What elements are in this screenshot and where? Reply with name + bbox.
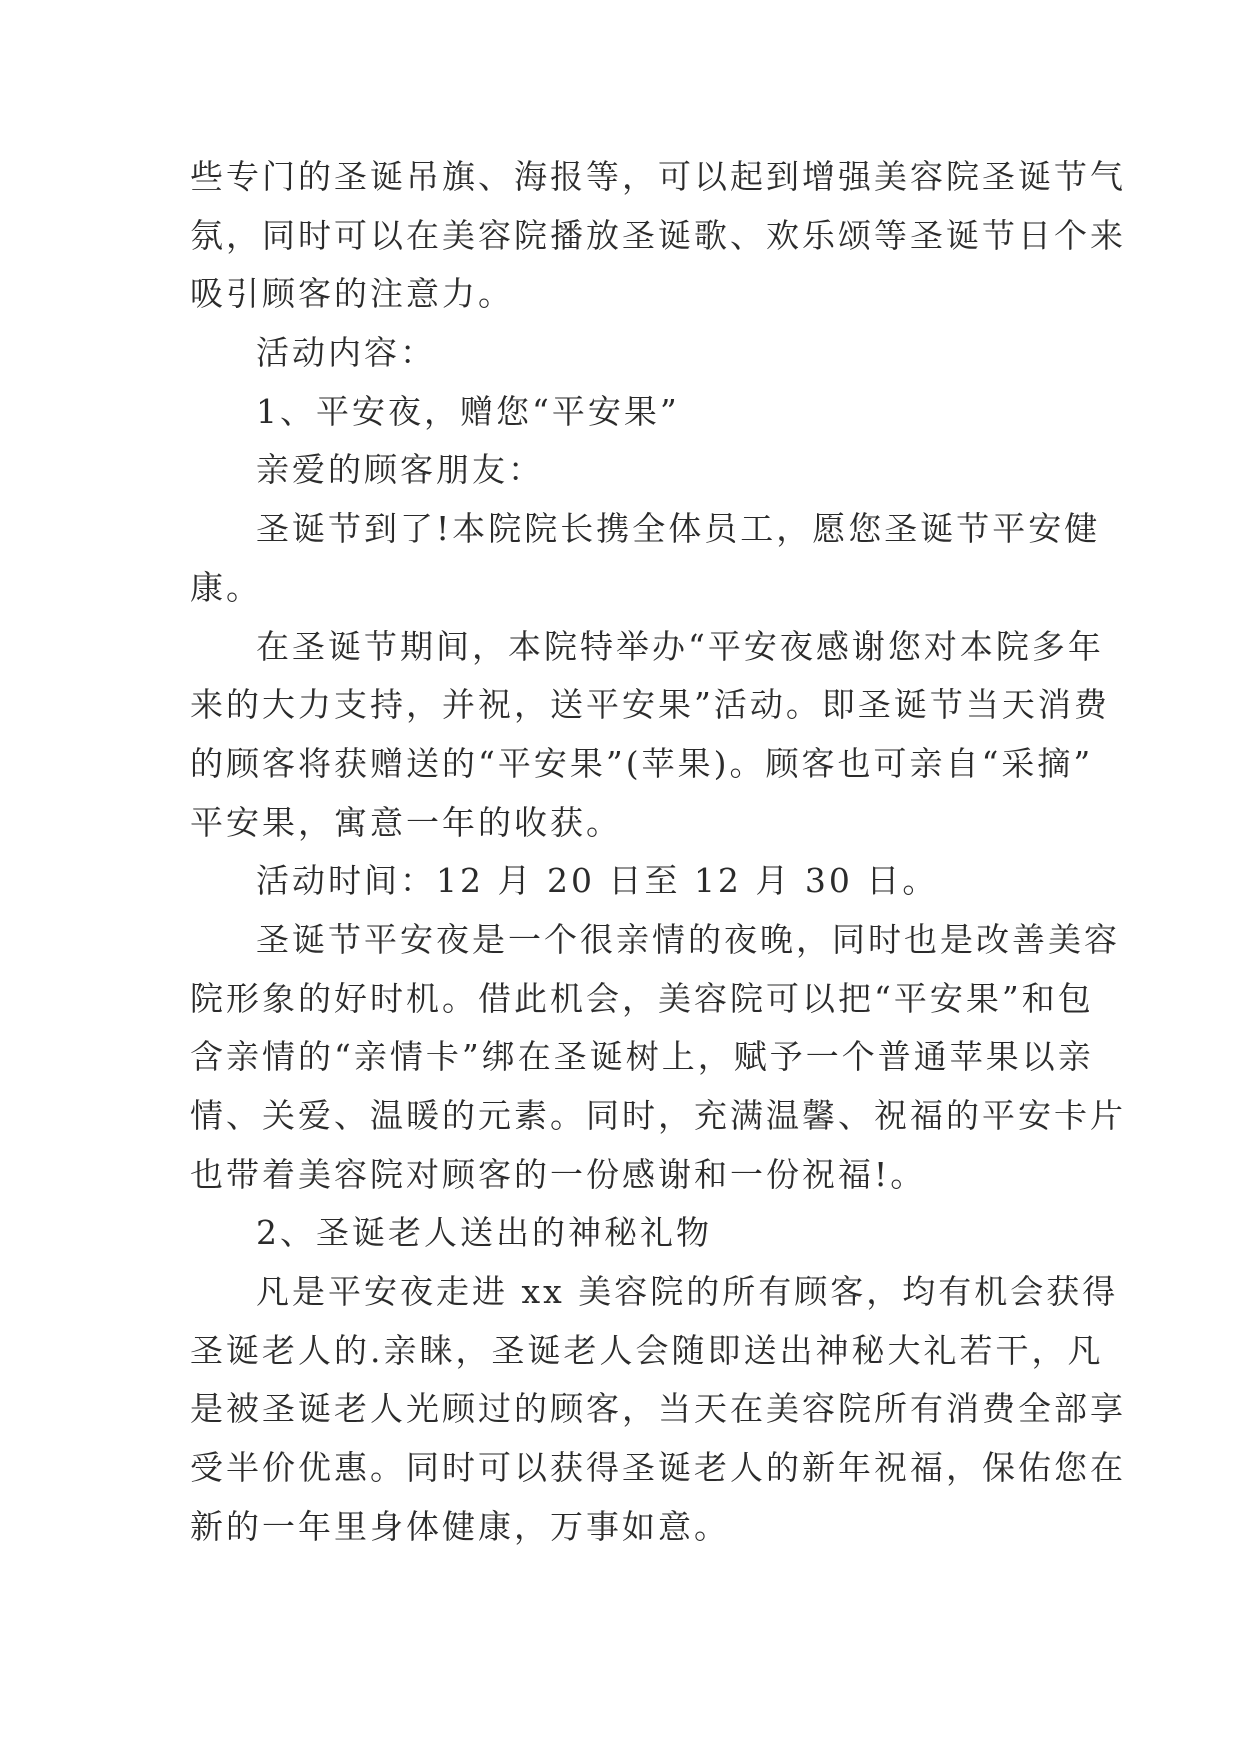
text-line: 来的大力支持，并祝，送平安果”活动。即圣诞节当天消费 <box>190 685 1110 725</box>
item-heading: 1、平安夜，赠您“平安果” <box>256 391 680 431</box>
document-body <box>190 148 1126 1557</box>
text-line: 的顾客将获赠送的“平安果”(苹果)。顾客也可亲自“采摘” <box>190 743 1094 783</box>
text-line: 是被圣诞老人光顾过的顾客，当天在美容院所有消费全部享 <box>190 1389 1126 1429</box>
text-line: 平安果，寓意一年的收获。 <box>190 802 622 842</box>
text-line: 氛，同时可以在美容院播放圣诞歌、欢乐颂等圣诞节日个来 <box>190 215 1126 255</box>
text-line: 吸引顾客的注意力。 <box>190 274 514 314</box>
text-line: 凡是平安夜走进 xx 美容院的所有顾客，均有机会获得 <box>256 1272 1119 1312</box>
text-line: 圣诞节到了!本院院长携全体员工，愿您圣诞节平安健 <box>256 509 1101 549</box>
text-line: 圣诞节平安夜是一个很亲情的夜晚，同时也是改善美容 <box>256 919 1120 959</box>
text-line: 圣诞老人的.亲睐，圣诞老人会随即送出神秘大礼若干，凡 <box>190 1330 1104 1370</box>
text-line: 新的一年里身体健康，万事如意。 <box>190 1506 730 1546</box>
item-heading: 2、圣诞老人送出的神秘礼物 <box>256 1213 712 1253</box>
text-line: 在圣诞节期间，本院特举办“平安夜感谢您对本院多年 <box>256 626 1104 666</box>
text-line: 院形象的好时机。借此机会，美容院可以把“平安果”和包 <box>190 978 1094 1018</box>
activity-time: 活动时间：12 月 20 日至 12 月 30 日。 <box>256 861 939 901</box>
text-line: 也带着美容院对顾客的一份感谢和一份祝福!。 <box>190 1154 927 1194</box>
salutation: 亲爱的顾客朋友： <box>256 450 544 490</box>
text-line: 些专门的圣诞吊旗、海报等，可以起到增强美容院圣诞节气 <box>190 157 1126 196</box>
text-line: 情、关爱、温暖的元素。同时，充满温馨、祝福的平安卡片 <box>190 1096 1126 1135</box>
section-heading: 活动内容： <box>256 333 436 373</box>
text-line: 受半价优惠。同时可以获得圣诞老人的新年祝福，保佑您在 <box>190 1448 1126 1488</box>
text-line: 康。 <box>190 567 262 607</box>
text-line: 含亲情的“亲情卡”绑在圣诞树上，赋予一个普通苹果以亲 <box>190 1037 1094 1077</box>
